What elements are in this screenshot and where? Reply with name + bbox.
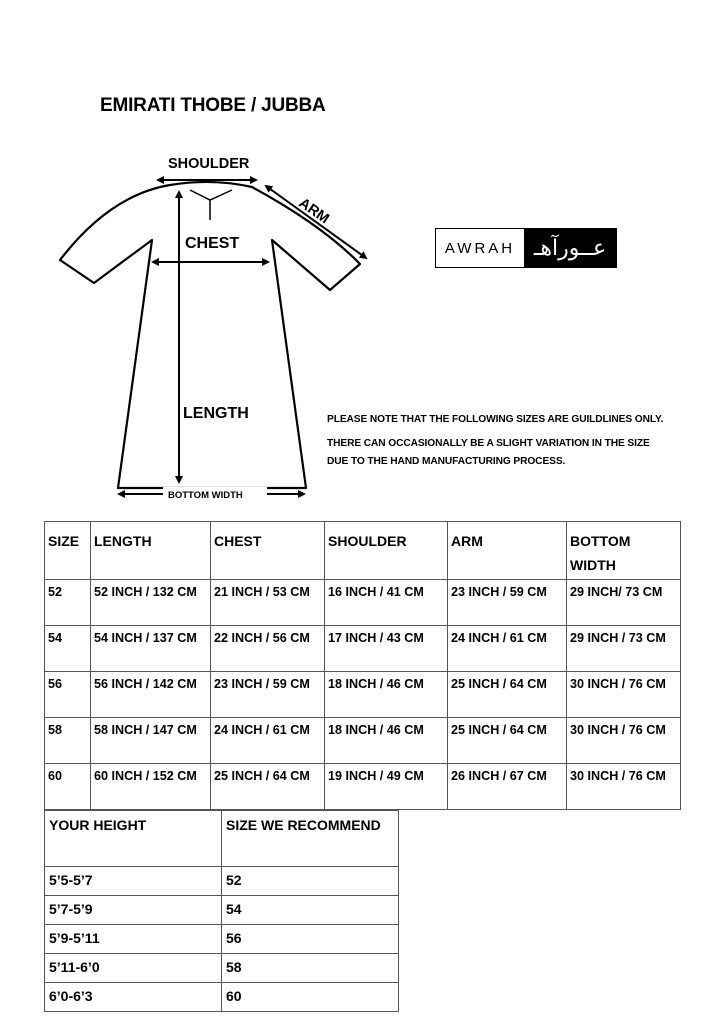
cell-chest: 24 INCH / 61 CM xyxy=(211,718,325,764)
cell-size: 54 xyxy=(45,626,91,672)
header-size: SIZE xyxy=(45,522,91,580)
cell-shoulder: 16 INCH / 41 CM xyxy=(325,580,448,626)
cell-arm: 25 INCH / 64 CM xyxy=(448,718,567,764)
cell-bottom-width: 29 INCH / 73 CM xyxy=(567,626,681,672)
table-row xyxy=(45,896,399,925)
cell-recommended-size: 54 xyxy=(222,896,399,925)
header-arm: ARM xyxy=(448,522,567,580)
table-row xyxy=(45,764,681,810)
cell-size: 52 xyxy=(45,580,91,626)
cell-length: 52 INCH / 132 CM xyxy=(91,580,211,626)
table-row xyxy=(45,580,681,626)
bottom-width-label: BOTTOM WIDTH xyxy=(168,490,243,501)
header-chest: CHEST xyxy=(211,522,325,580)
cell-recommended-size: 60 xyxy=(222,983,399,1012)
table-row xyxy=(45,626,681,672)
header-shoulder: SHOULDER xyxy=(325,522,448,580)
collar xyxy=(190,190,232,200)
chest-label: CHEST xyxy=(185,235,240,252)
cell-arm: 23 INCH / 59 CM xyxy=(448,580,567,626)
cell-height: 6’0-6’3 xyxy=(45,983,222,1012)
size-chart-table xyxy=(44,521,681,810)
cell-height: 5’9-5’11 xyxy=(45,925,222,954)
cell-height: 5’5-5’7 xyxy=(45,867,222,896)
cell-arm: 24 INCH / 61 CM xyxy=(448,626,567,672)
cell-height: 5’7-5’9 xyxy=(45,896,222,925)
brand-logo xyxy=(435,228,617,268)
cell-size: 56 xyxy=(45,672,91,718)
brand-latin: AWRAH xyxy=(436,229,524,267)
cell-chest: 23 INCH / 59 CM xyxy=(211,672,325,718)
cell-arm: 26 INCH / 67 CM xyxy=(448,764,567,810)
cell-size: 58 xyxy=(45,718,91,764)
shoulder-label: SHOULDER xyxy=(168,156,250,172)
cell-recommended-size: 52 xyxy=(222,867,399,896)
cell-height: 5’11-6’0 xyxy=(45,954,222,983)
table-header-row xyxy=(45,811,399,867)
length-label: LENGTH xyxy=(183,405,249,422)
cell-chest: 21 INCH / 53 CM xyxy=(211,580,325,626)
cell-size: 60 xyxy=(45,764,91,810)
table-header-row xyxy=(45,522,681,580)
brand-arabic: عــورآهـ xyxy=(524,229,616,267)
table-row xyxy=(45,954,399,983)
cell-arm: 25 INCH / 64 CM xyxy=(448,672,567,718)
note-line-1: PLEASE NOTE THAT THE FOLLOWING SIZES ARE GUILDLINES ONLY. xyxy=(327,414,664,425)
cell-bottom-width: 30 INCH / 76 CM xyxy=(567,764,681,810)
cell-chest: 22 INCH / 56 CM xyxy=(211,626,325,672)
cell-length: 60 INCH / 152 CM xyxy=(91,764,211,810)
cell-shoulder: 18 INCH / 46 CM xyxy=(325,672,448,718)
table-row xyxy=(45,925,399,954)
thobe-outline xyxy=(60,182,360,488)
cell-bottom-width: 29 INCH/ 73 CM xyxy=(567,580,681,626)
cell-shoulder: 18 INCH / 46 CM xyxy=(325,718,448,764)
cell-shoulder: 19 INCH / 49 CM xyxy=(325,764,448,810)
arm-label: ARM xyxy=(295,195,332,228)
page-title: EMIRATI THOBE / JUBBA xyxy=(100,95,326,116)
thobe-diagram xyxy=(0,140,420,510)
note-line-3: DUE TO THE HAND MANUFACTURING PROCESS. xyxy=(327,456,566,467)
cell-bottom-width: 30 INCH / 76 CM xyxy=(567,718,681,764)
cell-length: 54 INCH / 137 CM xyxy=(91,626,211,672)
cell-length: 56 INCH / 142 CM xyxy=(91,672,211,718)
table-row xyxy=(45,718,681,764)
header-your-height: YOUR HEIGHT xyxy=(45,811,222,867)
cell-shoulder: 17 INCH / 43 CM xyxy=(325,626,448,672)
note-line-2: THERE CAN OCCASIONALLY BE A SLIGHT VARIATION IN THE SIZE xyxy=(327,438,650,449)
header-size-we-recommend: SIZE WE RECOMMEND xyxy=(222,811,399,867)
height-recommendation-table xyxy=(44,810,399,1012)
cell-recommended-size: 56 xyxy=(222,925,399,954)
cell-chest: 25 INCH / 64 CM xyxy=(211,764,325,810)
header-bottom-width: BOTTOM WIDTH xyxy=(567,522,681,580)
cell-recommended-size: 58 xyxy=(222,954,399,983)
table-row xyxy=(45,672,681,718)
cell-bottom-width: 30 INCH / 76 CM xyxy=(567,672,681,718)
table-row xyxy=(45,983,399,1012)
header-length: LENGTH xyxy=(91,522,211,580)
table-row xyxy=(45,867,399,896)
cell-length: 58 INCH / 147 CM xyxy=(91,718,211,764)
